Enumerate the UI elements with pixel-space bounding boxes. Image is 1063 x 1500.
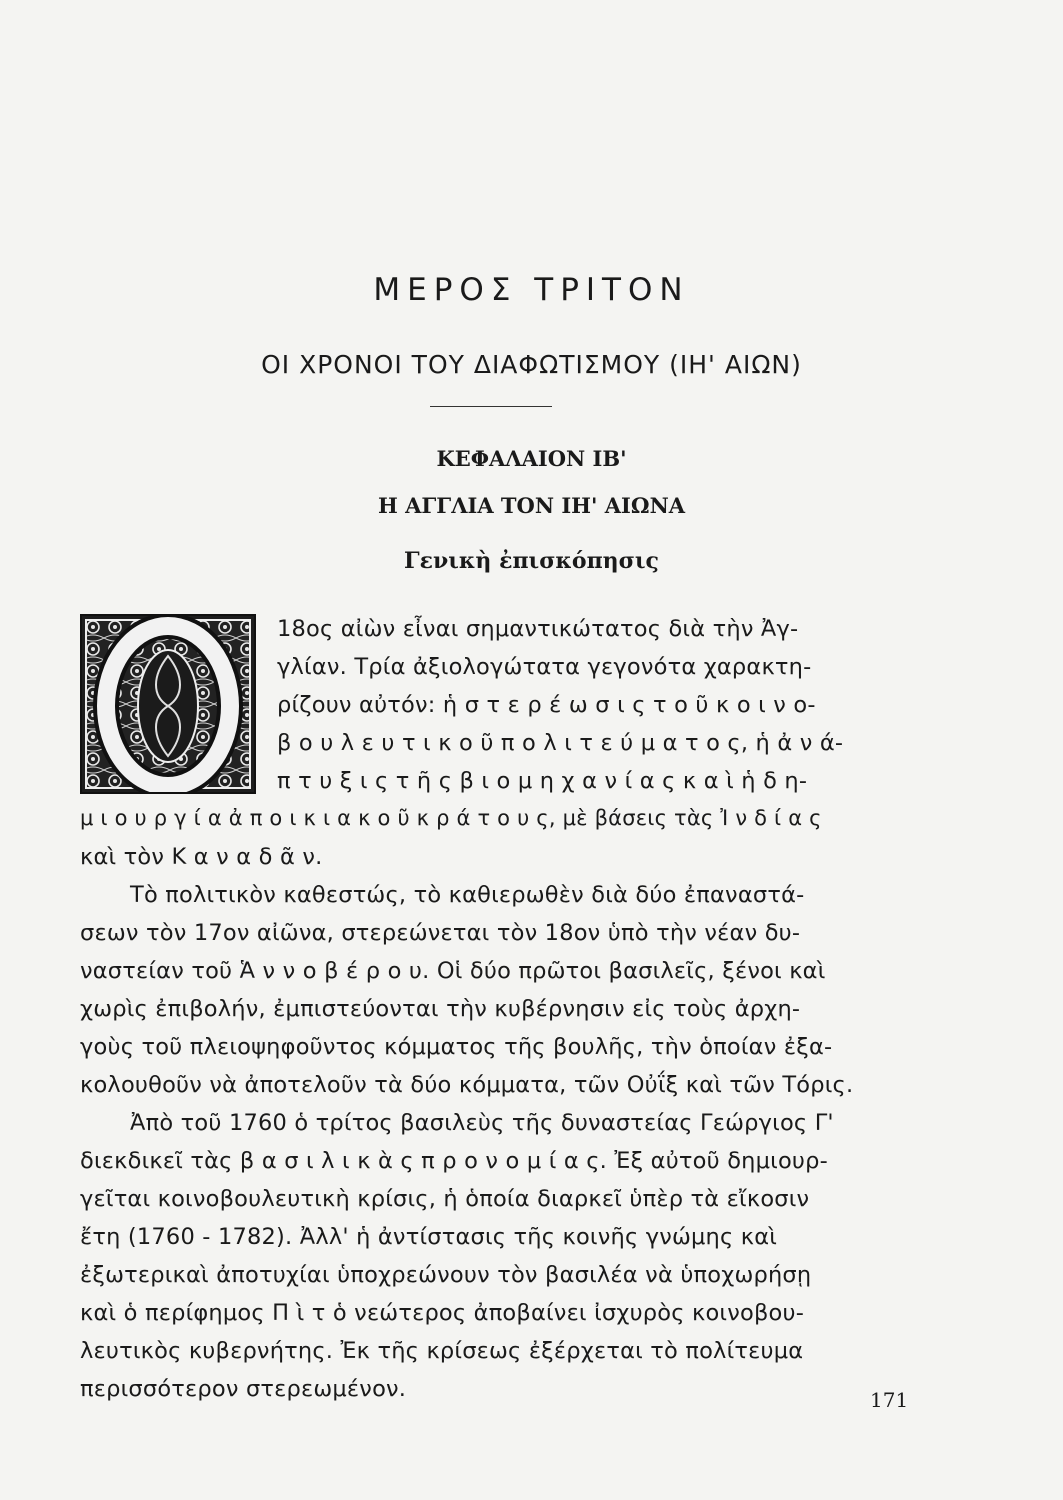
- text-line: ἐξωτερικαὶ ἀποτυχίαι ὑποχρεώνουν τὸν βασιλέα νὰ ὑποχωρήσῃ: [80, 1262, 812, 1288]
- text-line: καὶ τὸν Κ α ν α δ ᾶ ν.: [80, 844, 323, 870]
- section-subheading: Γενικὴ ἐπισκόπησις: [404, 548, 659, 574]
- text-line: χωρὶς ἐπιβολήν, ἐμπιστεύονται τὴν κυβέρνησιν εἰς τοὺς ἀρχη-: [80, 996, 801, 1022]
- text-line: κολουθοῦν νὰ ἀποτελοῦν τὰ δύο κόμματα, τῶν Οὐΐξ καὶ τῶν Τόρις.: [80, 1072, 854, 1098]
- text-line: Ἀπὸ τοῦ 1760 ὁ τρίτος βασιλεὺς τῆς δυναστείας Γεώργιος Γ': [130, 1110, 834, 1136]
- text-line: 18ος αἰὼν εἶναι σημαντικώτατος διὰ τὴν Ἀγ-: [277, 616, 799, 642]
- text-line: μ ι ο υ ρ γ ί α ἀ π ο ι κ ι α κ ο ῦ κ ρ ά τ ο υ ς, μὲ βάσεις τὰς Ἰ ν δ ί α ς: [80, 806, 822, 830]
- text-line: γλίαν. Τρία ἀξιολογώτατα γεγονότα χαρακτη-: [277, 654, 812, 680]
- text-line: Τὸ πολιτικὸν καθεστώς, τὸ καθιερωθὲν διὰ δύο ἐπαναστά-: [130, 882, 805, 908]
- ornamental-drop-cap: [80, 614, 256, 794]
- text-line: γεῖται κοινοβουλευτικὴ κρίσις, ἡ ὁποία διαρκεῖ ὑπὲρ τὰ εἴκοσιν: [80, 1186, 810, 1212]
- text-line: γοὺς τοῦ πλειοψηφοῦντος κόμματος τῆς βουλῆς, τὴν ὁποίαν ἐξα-: [80, 1034, 833, 1060]
- page-number: 171: [870, 1388, 909, 1412]
- text-line: περισσότερον στερεωμένον.: [80, 1376, 407, 1402]
- text-line: σεων τὸν 17ον αἰῶνα, στερεώνεται τὸν 18ον ὑπὸ τὴν νέαν δυ-: [80, 920, 801, 946]
- text-line: ναστείαν τοῦ Ἁ ν ν ο β έ ρ ο υ. Οἱ δύο πρῶτοι βασιλεῖς, ξένοι καὶ: [80, 958, 826, 984]
- text-line: ἔτη (1760 - 1782). Ἀλλ' ἡ ἀντίστασις τῆς κοινῆς γνώμης καὶ: [80, 1224, 778, 1250]
- title-divider: [430, 406, 552, 407]
- text-line: λευτικὸς κυβερνήτης. Ἐκ τῆς κρίσεως ἐξέρχεται τὸ πολίτευμα: [80, 1338, 804, 1364]
- text-line: καὶ ὁ περίφημος Π ὶ τ ὁ νεώτερος ἀποβαίνει ἰσχυρὸς κοινοβου-: [80, 1300, 805, 1326]
- text-line: π τ υ ξ ι ς τ ῆ ς β ι ο μ η χ α ν ί α ς κ α ὶ ἡ δ η-: [277, 768, 808, 794]
- section-heading: Η ΑΓΓΛΙΑ ΤΟΝ ΙΗ' ΑΙΩΝΑ: [377, 493, 686, 518]
- chapter-title: ΚΕΦΑΛΑΙΟΝ ΙΒ': [436, 446, 627, 471]
- part-title: ΜΕΡΟΣ ΤΡΙΤΟΝ: [373, 272, 690, 308]
- drop-cap-ornament-icon: [82, 616, 254, 792]
- era-title: ΟΙ ΧΡΟΝΟΙ ΤΟΥ ΔΙΑΦΩΤΙΣΜΟΥ (ΙΗ' ΑΙΩΝ): [261, 350, 802, 379]
- text-line: διεκδικεῖ τὰς β α σ ι λ ι κ ὰ ς π ρ ο ν ο μ ί α ς. Ἐξ αὐτοῦ δημιουρ-: [80, 1148, 828, 1174]
- text-line: β ο υ λ ε υ τ ι κ ο ῦ π ο λ ι τ ε ύ μ α τ ο ς, ἡ ἀ ν ά-: [277, 730, 844, 756]
- text-line: ρίζουν αὐτόν: ἡ σ τ ε ρ έ ω σ ι ς τ ο ῦ κ ο ι ν ο-: [277, 692, 816, 718]
